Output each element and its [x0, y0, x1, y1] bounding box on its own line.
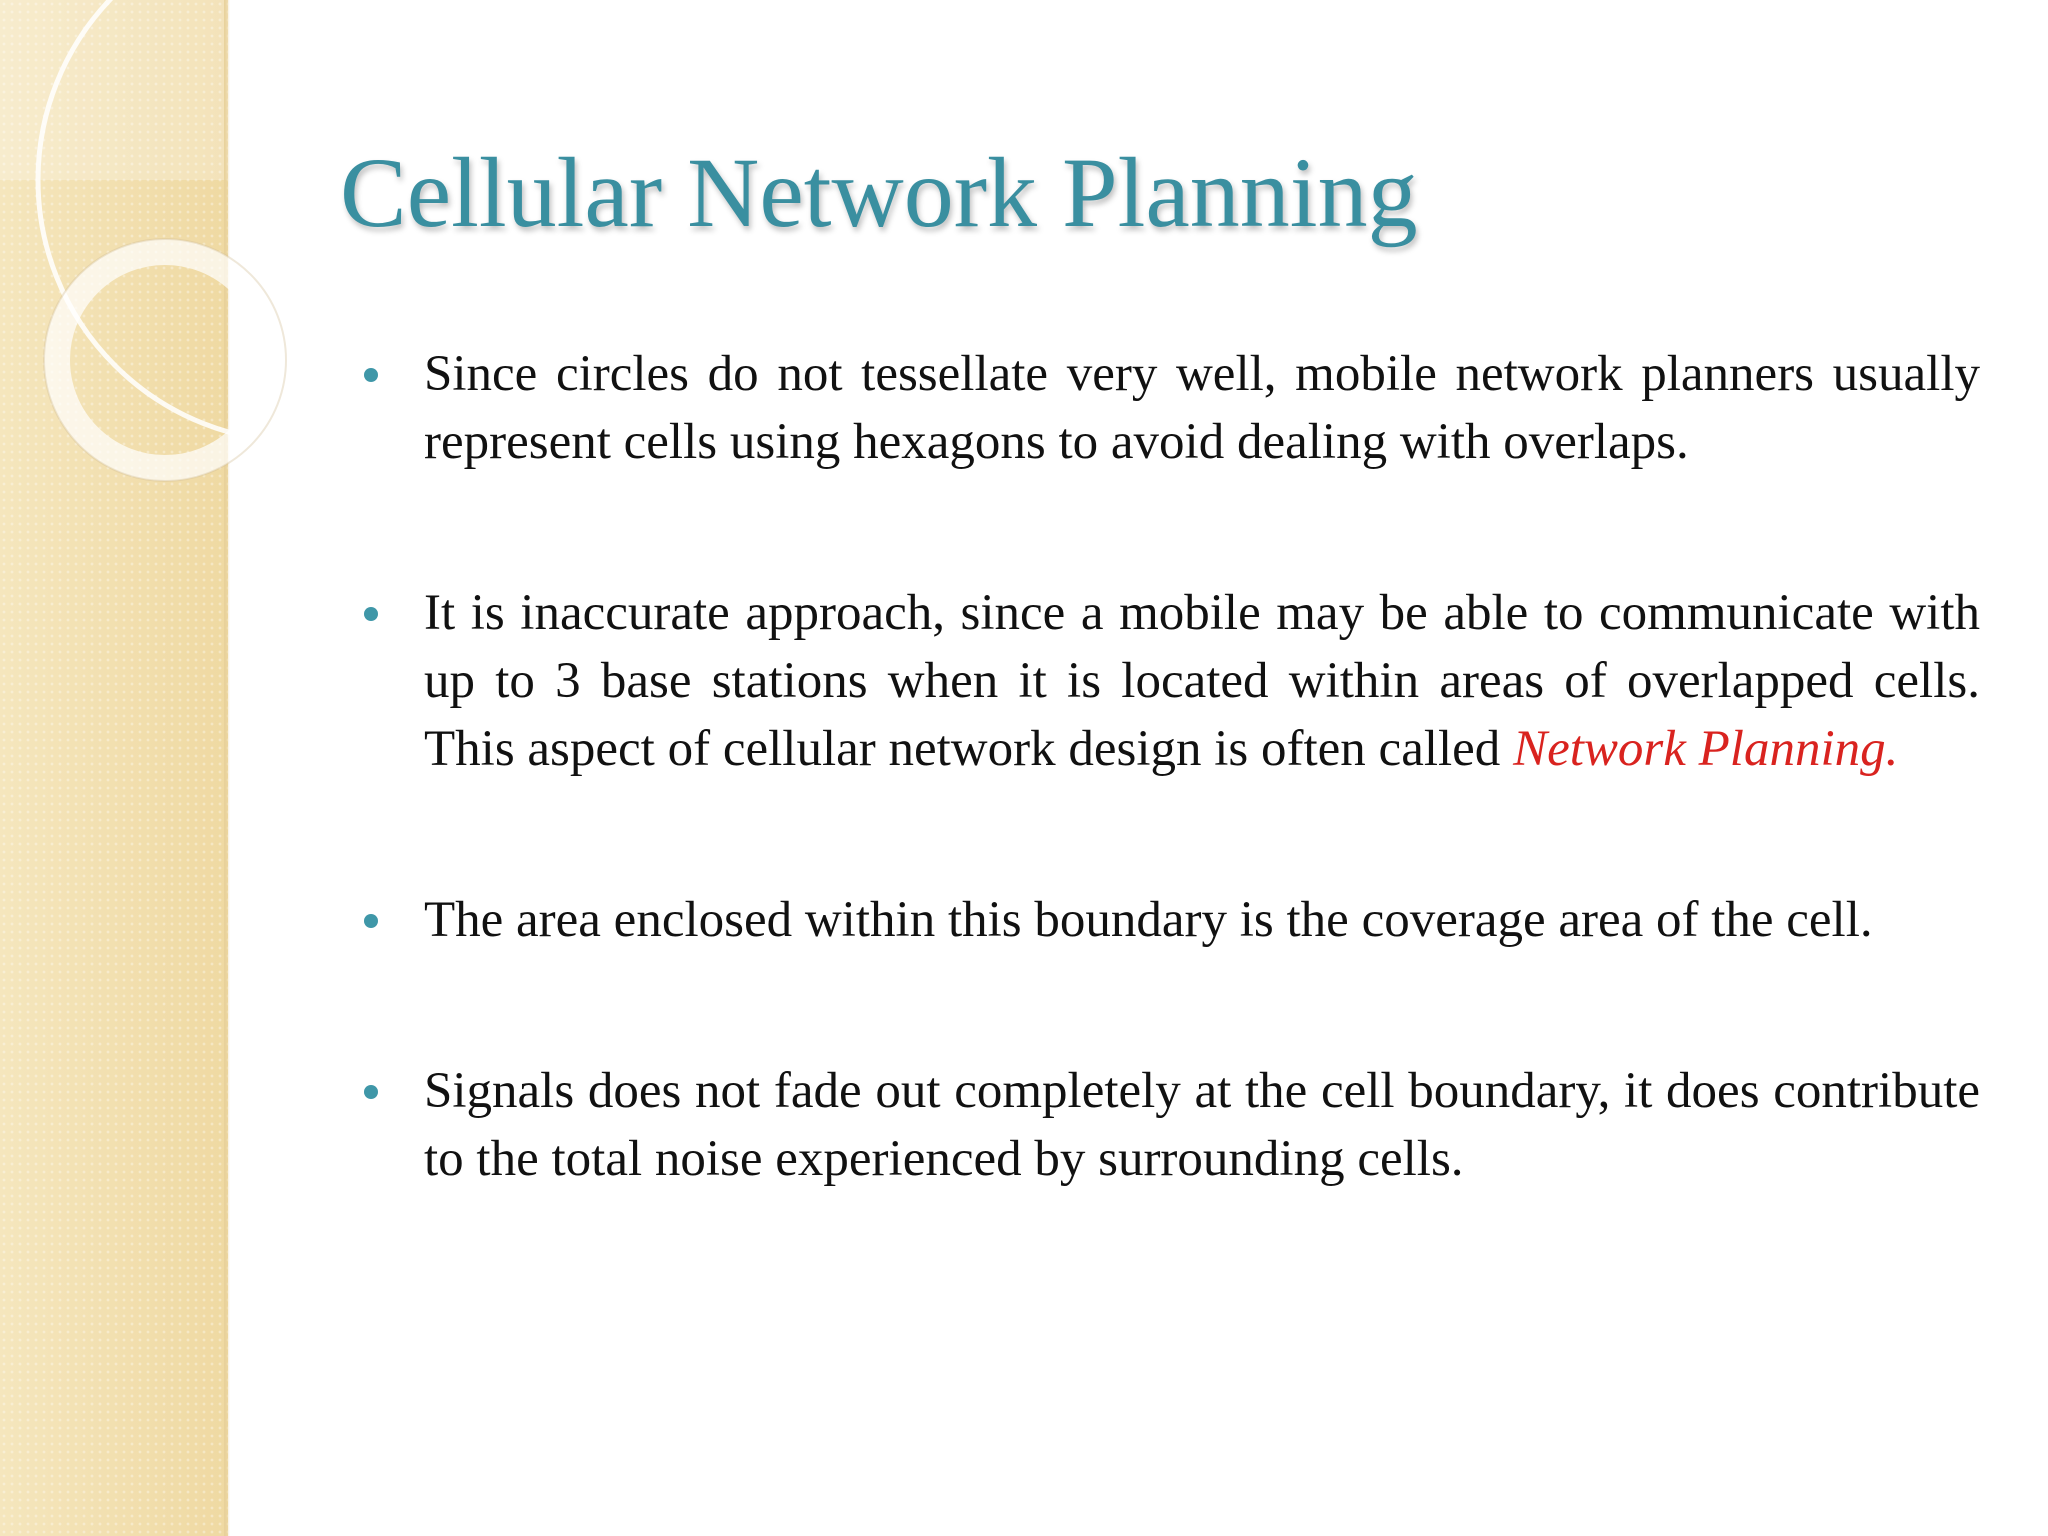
bullet-item-4: [424, 1057, 1980, 1193]
bullet-text: It is inaccurate approach, since a mobile may be able to communicate with up to 3 base stations when it is located within areas of overlapped cells. This aspect of cellular network design is often called: [424, 585, 1980, 777]
slide-title: Cellular Network Planning: [340, 137, 1418, 248]
bullet-dot-icon: [364, 914, 378, 928]
bullet-text: Since circles do not tessellate very well, mobile network planners usually represent cells using hexagons to avoid dealing with overlaps.: [424, 346, 1980, 470]
bullet-dot-icon: [364, 1085, 378, 1099]
bullet-item-2: [424, 579, 1980, 783]
highlight-network-planning: Network Planning.: [1513, 721, 1899, 777]
bullet-text: The area enclosed within this boundary is the coverage area of the cell.: [424, 892, 1873, 948]
bullet-item-3: [424, 886, 1980, 954]
bullet-list: [424, 340, 1980, 1193]
bullet-item-1: [424, 340, 1980, 476]
bullet-dot-icon: [364, 368, 378, 382]
decorative-rings: [0, 0, 300, 520]
small-ring: [57, 252, 273, 468]
bullet-dot-icon: [364, 607, 378, 621]
bullet-text: Signals does not fade out completely at the cell boundary, it does contribute to the total noise experienced by surrounding cells.: [424, 1063, 1980, 1187]
